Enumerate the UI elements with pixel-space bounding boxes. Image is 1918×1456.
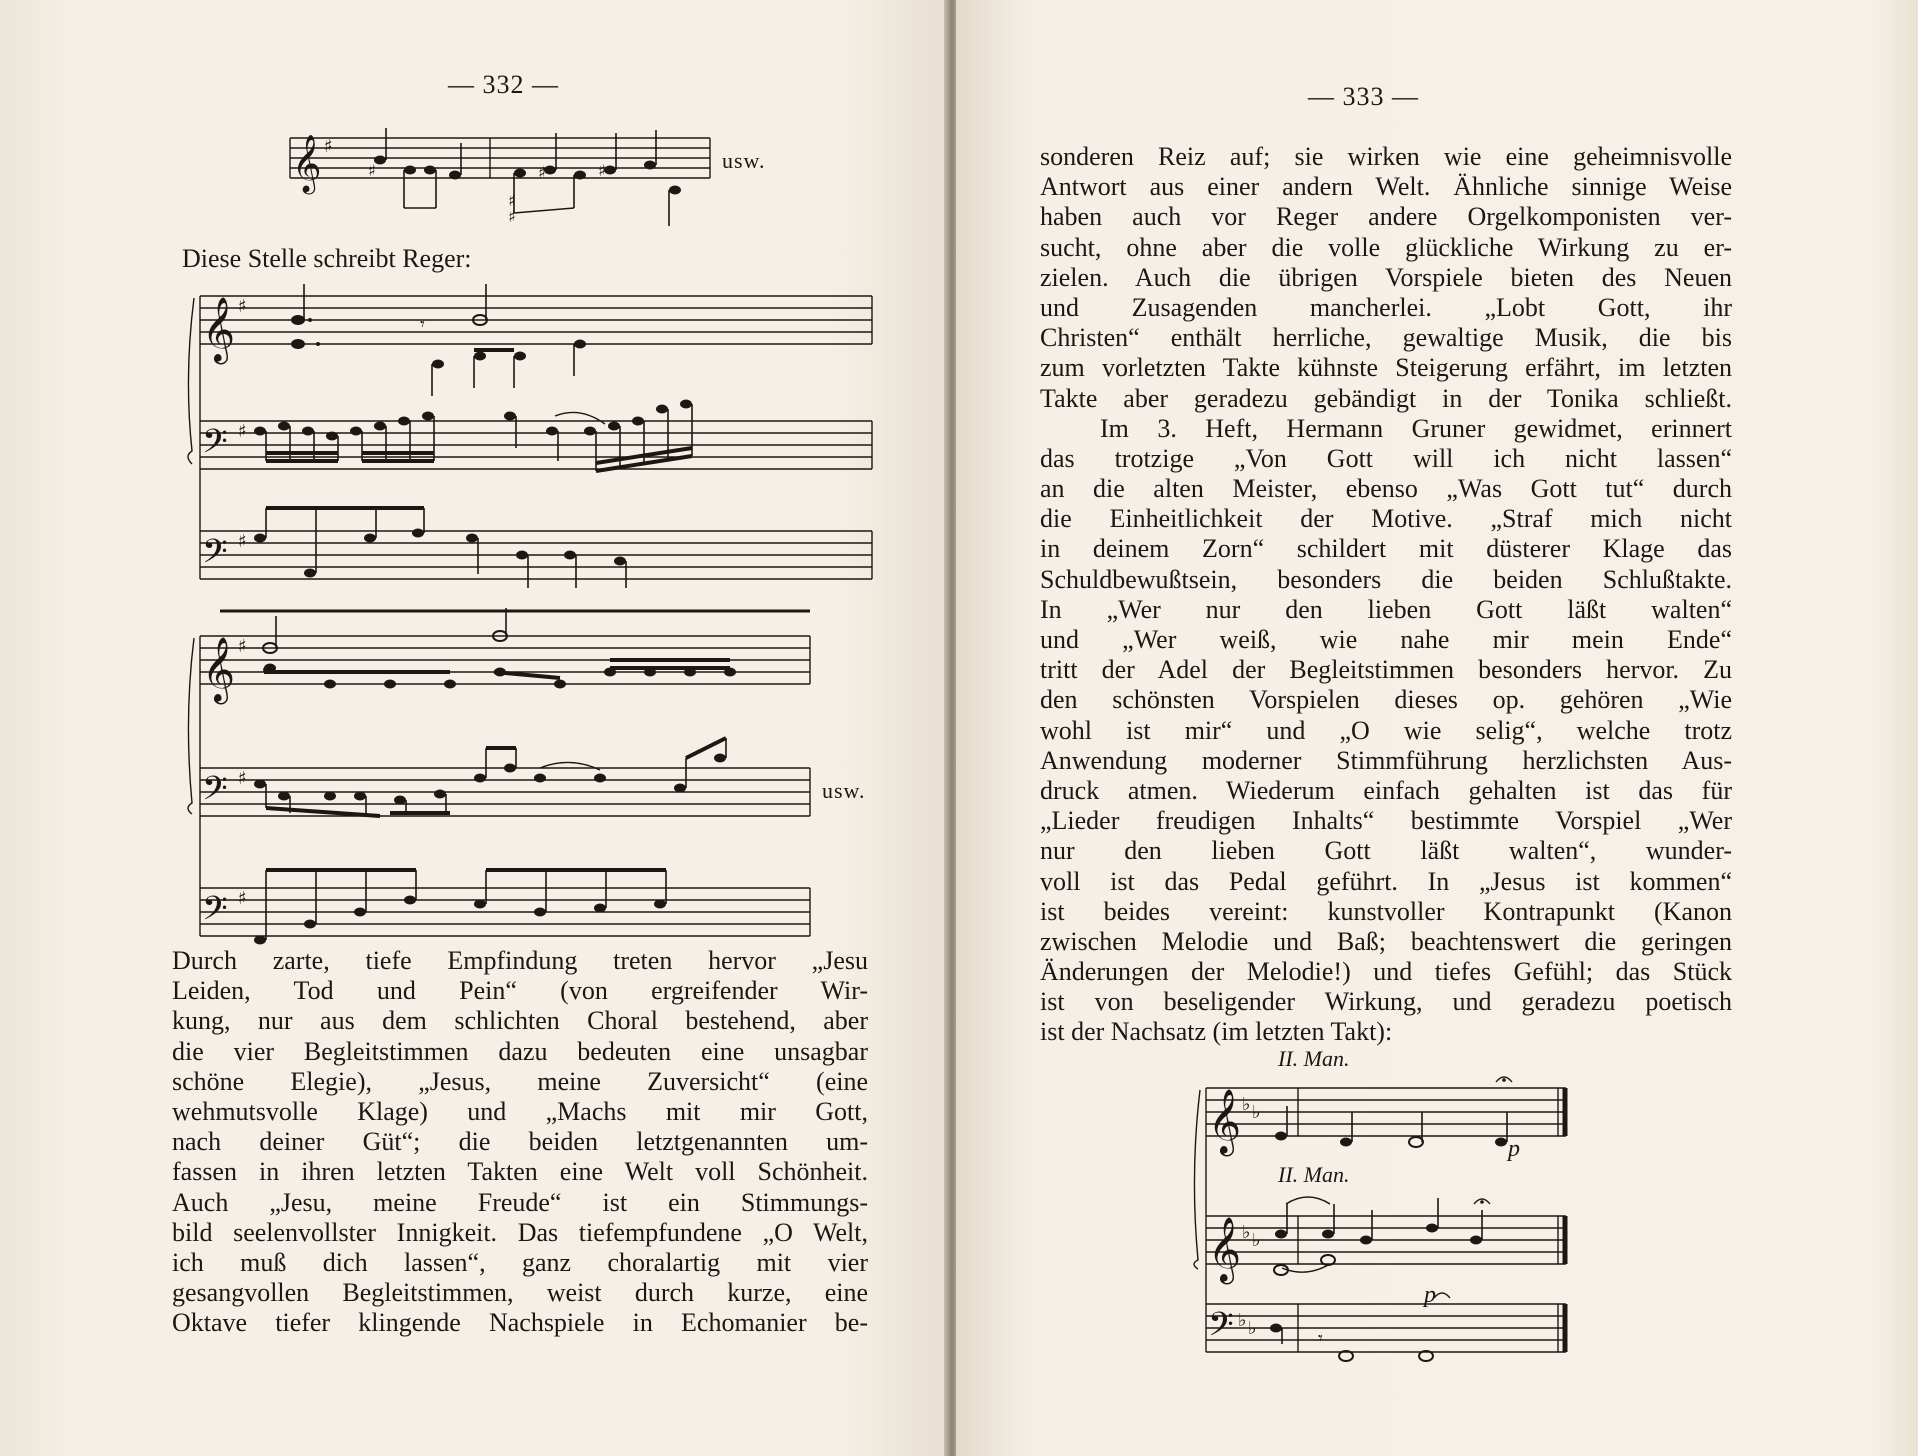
dynamic-marking-2: p	[1424, 1282, 1436, 1308]
page-number-left: — 332 —	[448, 70, 559, 99]
text-line: ist von beseligender Wirkung, und geradezu poetisch	[1040, 987, 1732, 1017]
svg-text:♯: ♯	[238, 636, 247, 657]
text-line: haben auch vor Reger andere Orgelkomponisten ver-	[1040, 202, 1732, 232]
text-line: Durch zarte, tiefe Empfindung treten hervor „Jesu	[172, 946, 868, 975]
text-line: Änderungen der Melodie!) und tiefes Gefühl; das Stück	[1040, 957, 1732, 987]
svg-text:♯: ♯	[324, 136, 333, 157]
text-line: Auch „Jesu, meine Freude“ ist ein Stimmungs-	[172, 1187, 868, 1217]
dynamic-marking-1: p	[1508, 1136, 1520, 1162]
left-page	[0, 0, 948, 1456]
svg-text:♭: ♭	[1252, 1102, 1261, 1123]
text-line: Oktave tiefer klingende Nachspiele in Echomanier be-	[172, 1308, 868, 1338]
music-system-2	[180, 608, 820, 948]
svg-text:♯: ♯	[238, 296, 247, 317]
text-line: Antwort aus einer andern Welt. Ähnliche sinnige Weise	[1040, 172, 1732, 202]
svg-text:♭: ♭	[1242, 1222, 1251, 1243]
text-line: gesangvollen Begleitstimmen, weist durch kurze, eine	[172, 1278, 868, 1308]
svg-text:♯: ♯	[238, 768, 247, 789]
text-line: fassen in ihren letzten Takten eine Welt voll Schönheit.	[172, 1157, 868, 1187]
svg-text:𝄢: 𝄢	[202, 533, 228, 579]
text-line: nach deiner Güt“; die beiden letztgenannten um-	[172, 1127, 868, 1157]
svg-text:𝄞: 𝄞	[292, 134, 322, 192]
text-line: schöne Elegie), „Jesus, meine Zuversicht“ (eine	[172, 1066, 868, 1096]
svg-text:♭: ♭	[1242, 1094, 1251, 1115]
svg-text:𝄞: 𝄞	[1208, 1217, 1242, 1282]
text-line: ich muß dich lassen“, ganz choralartig mit vier	[172, 1247, 868, 1277]
svg-text:♭: ♭	[1248, 1318, 1257, 1339]
text-line: ist der Nachsatz (im letzten Takt):	[1040, 1017, 1393, 1047]
svg-text:𝄾: 𝄾	[1318, 1328, 1323, 1349]
text-line: zielen. Auch die übrigen Vorspiele bieten des Neuen	[1040, 262, 1732, 292]
right-body-text	[1040, 142, 1732, 1048]
text-line: und Zusagenden mancherlei. „Lobt Gott, ihr	[1040, 292, 1732, 322]
svg-text:𝄞: 𝄞	[1208, 1089, 1242, 1154]
text-line: sonderen Reiz auf; sie wirken wie eine geheimnisvolle	[1040, 142, 1732, 171]
svg-text:♯: ♯	[508, 207, 516, 226]
text-line: den schönsten Vorspielen dieses op. gehören „Wie	[1040, 685, 1732, 715]
text-line: in deinem Zorn“ schildert mit düsterer Klage das	[1040, 534, 1732, 564]
svg-text:♯: ♯	[238, 531, 247, 552]
svg-text:𝄞: 𝄞	[202, 637, 236, 702]
svg-text:♯: ♯	[508, 191, 516, 210]
svg-text:♯: ♯	[368, 161, 376, 180]
text-line: Im 3. Heft, Hermann Gruner gewidmet, erinnert	[1100, 413, 1732, 443]
text-line: die Einheitlichkeit der Motive. „Straf mich nicht	[1040, 504, 1732, 534]
svg-text:♯: ♯	[598, 161, 606, 180]
music-system-1	[180, 276, 880, 596]
svg-text:♯: ♯	[538, 163, 546, 182]
text-line: Schuldbewußtsein, besonders die beiden Schlußtakte.	[1040, 564, 1732, 594]
text-line: wehmutsvolle Klage) und „Machs mit mir Gott,	[172, 1096, 868, 1126]
right-page	[956, 0, 1918, 1456]
text-line: Leiden, Tod und Pein“ (von ergreifender Wir-	[172, 976, 868, 1006]
manual-label-2: II. Man.	[1278, 1162, 1350, 1187]
music-example-top	[280, 118, 720, 228]
svg-text:♭: ♭	[1252, 1230, 1261, 1251]
svg-text:𝄾: 𝄾	[420, 314, 425, 335]
text-line: nur den lieben Gott läßt walten“, wunder-	[1040, 836, 1732, 866]
text-line: In „Wer nur den lieben Gott läßt walten“	[1040, 594, 1732, 624]
text-line: und „Wer weiß, wie nahe mir mein Ende“	[1040, 625, 1732, 654]
text-line: an die alten Meister, ebenso „Was Gott tut“ durch	[1040, 474, 1732, 504]
svg-text:♯: ♯	[238, 421, 247, 442]
manual-label-1: II. Man.	[1278, 1046, 1350, 1071]
text-line: Christen“ enthält herrliche, gewaltige Musik, die bis	[1040, 323, 1732, 353]
svg-text:𝄢: 𝄢	[202, 890, 228, 936]
text-line: Takte aber geradezu gebändigt in der Tonika schließt.	[1040, 383, 1732, 413]
text-line: das trotzige „Von Gott will ich nicht lassen“	[1040, 443, 1732, 473]
music-example-right	[1186, 1064, 1586, 1364]
svg-text:♯: ♯	[238, 888, 247, 909]
text-line: bild seelenvollster Innigkeit. Das tiefempfundene „O Welt,	[172, 1217, 868, 1247]
text-line: voll ist das Pedal geführt. In „Jesus ist kommen“	[1040, 866, 1732, 896]
svg-text:♭: ♭	[1238, 1310, 1247, 1331]
text-line: tritt der Adel der Begleitstimmen besonders hervor. Zu	[1040, 655, 1732, 685]
left-body-text	[172, 946, 868, 1338]
svg-text:𝄢: 𝄢	[1208, 1306, 1234, 1352]
svg-text:𝄢: 𝄢	[202, 423, 228, 469]
usw-label-mid: usw.	[822, 778, 866, 803]
svg-text:𝄞: 𝄞	[202, 297, 236, 362]
page-number-right: — 333 —	[1308, 82, 1419, 111]
text-line: „Lieder freudigen Inhalts“ bestimmte Vorspiel „Wer	[1040, 806, 1732, 836]
text-line: ist beides vereint: kunstvoller Kontrapunkt (Kanon	[1040, 896, 1732, 926]
text-line: zwischen Melodie und Baß; beachtenswert die geringen	[1040, 926, 1732, 956]
caption-reger: Diese Stelle schreibt Reger:	[182, 244, 472, 273]
text-line: zum vorletzten Takte kühnste Steigerung erfährt, im letzten	[1040, 353, 1732, 383]
text-line: sucht, ohne aber die volle glückliche Wirkung zu er-	[1040, 232, 1732, 262]
svg-text:𝄢: 𝄢	[202, 770, 228, 816]
text-line: wohl ist mir“ und „O wie selig“, welche trotz	[1040, 715, 1732, 745]
text-line: druck atmen. Wiederum einfach gehalten ist das für	[1040, 775, 1732, 805]
usw-label-top: usw.	[722, 148, 766, 173]
text-line: kung, nur aus dem schlichten Choral bestehend, aber	[172, 1006, 868, 1036]
text-line: Anwendung moderner Stimmführung herzlichsten Aus-	[1040, 745, 1732, 775]
text-line: die vier Begleitstimmen dazu bedeuten eine unsagbar	[172, 1036, 868, 1066]
